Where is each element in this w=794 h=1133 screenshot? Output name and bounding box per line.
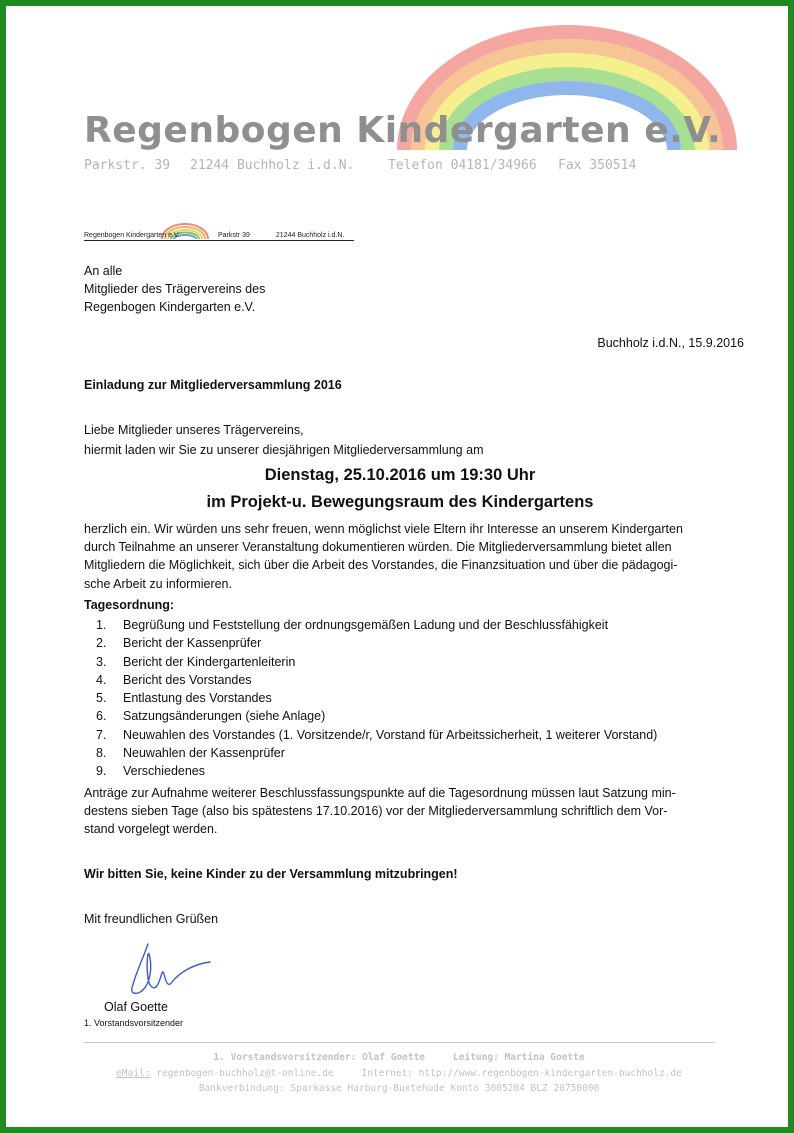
footer-chair: 1. Vorstandsvorsitzender: Olaf Goette xyxy=(213,1052,426,1063)
body-line: Mitgliedern die Möglichkeit, sich über die Arbeit des Vorstandes, die Finanzsituation und über die pädagogi- xyxy=(84,558,678,573)
agenda-list xyxy=(96,616,746,781)
agenda-item-text: Bericht der Kindergartenleiterin xyxy=(123,654,296,669)
agenda-item-number: 5. xyxy=(96,691,107,706)
letterhead-fax: Fax 350514 xyxy=(558,158,637,173)
recipient-line-2: Mitglieder des Trägervereins des xyxy=(84,282,266,296)
event-datetime: Dienstag, 25.10.2016 um 19:30 Uhr xyxy=(264,466,536,484)
footer-bank: Bankverbindung: Sparkasse Harburg-Buxtehude Konto 3005204 BLZ 20750000 xyxy=(198,1083,600,1094)
agenda-item xyxy=(96,726,746,744)
agenda-title: Tagesordnung: xyxy=(84,598,175,612)
footer-internet[interactable]: Internet: http://www.regenbogen-kindergarten-buchholz.de xyxy=(361,1068,682,1079)
recipient-line-3: Regenbogen Kindergarten e.V. xyxy=(84,300,256,314)
agenda-item-number: 1. xyxy=(96,618,107,632)
recipient-line-1: An alle xyxy=(84,264,123,278)
letter-subject: Einladung zur Mitgliederversammlung 2016 xyxy=(84,378,342,392)
organization-name: Regenbogen Kindergarten e.V. xyxy=(84,110,722,151)
footer-email-label: eMail: xyxy=(116,1068,151,1079)
motion-line: destens sieben Tage (also bis spätestens 17.10.2016) vor der Mitgliederversammlung schriftlich dem Vor- xyxy=(84,804,668,819)
agenda-item-text: Begrüßung und Feststellung der ordnungsgemäßen Ladung und der Beschlussfähigkeit xyxy=(123,618,609,632)
agenda-item xyxy=(96,616,746,634)
motions-paragraph xyxy=(84,784,748,839)
agenda-item-number: 8. xyxy=(96,746,107,761)
intro-line: hiermit laden wir Sie zu unserer diesjährigen Mitgliederversammlung am xyxy=(84,443,484,457)
sender-return-line xyxy=(84,232,354,241)
agenda-item-text: Neuwahlen des Vorstandes (1. Vorsitzende/r, Vorstand für Arbeitssicherheit, 1 weiterer Vorstand) xyxy=(123,727,658,742)
agenda-item-text: Satzungsänderungen (siehe Anlage) xyxy=(123,709,326,724)
agenda-item-text: Verschiedenes xyxy=(123,764,206,779)
agenda-item xyxy=(96,653,746,671)
agenda-item xyxy=(96,634,746,652)
sender-city: 21244 Buchholz i.d.N. xyxy=(275,232,345,239)
footer-names xyxy=(84,1052,714,1063)
letterhead-street: Parkstr. 39 xyxy=(84,158,171,173)
footer-divider xyxy=(84,1042,714,1043)
closing-greeting: Mit freundlichen Grüßen xyxy=(84,912,219,926)
no-children-notice: Wir bitten Sie, keine Kinder zu der Versammlung mitzubringen! xyxy=(84,867,458,881)
body-line: sche Arbeit zu informieren. xyxy=(84,576,232,591)
letterhead-city: 21244 Buchholz i.d.N. xyxy=(190,158,355,173)
footer-contact xyxy=(84,1068,714,1079)
event-location: im Projekt-u. Bewegungsraum des Kindergartens xyxy=(206,493,594,511)
handwritten-signature xyxy=(118,938,214,1000)
agenda-item-number: 3. xyxy=(96,654,107,669)
agenda-item-text: Bericht des Vorstandes xyxy=(123,672,252,687)
sender-street: Parkstr 39 xyxy=(217,232,250,239)
agenda-item-number: 9. xyxy=(96,764,107,779)
agenda-item xyxy=(96,744,746,762)
agenda-item-number: 4. xyxy=(96,672,107,687)
footer-email[interactable]: regenbogen-buchholz@t-online.de xyxy=(156,1068,334,1079)
agenda-item xyxy=(96,762,746,780)
letterhead-phone: Telefon 04181/34966 xyxy=(388,158,537,173)
salutation: Liebe Mitglieder unseres Trägervereins, xyxy=(84,423,304,437)
body-line: herzlich ein. Wir würden uns sehr freuen, wenn möglichst viele Eltern ihr Interesse an unserem Kindergarten xyxy=(84,522,683,536)
signer-role: 1. Vorstandsvorsitzender xyxy=(84,1018,184,1028)
signer-name: Olaf Goette xyxy=(104,1000,168,1014)
agenda-item-number: 7. xyxy=(96,727,107,742)
place-date: Buchholz i.d.N., 15.9.2016 xyxy=(597,336,744,350)
agenda-item xyxy=(96,707,746,725)
agenda-item xyxy=(96,671,746,689)
agenda-item-number: 6. xyxy=(96,709,107,724)
sender-org: Regenbogen Kindergarten e.V. xyxy=(84,232,180,239)
footer-lead: Leitung: Martina Goette xyxy=(453,1052,585,1063)
motion-line: Anträge zur Aufnahme weiterer Beschlussfassungspunkte auf die Tagesordnung müssen laut Satzung min- xyxy=(84,786,676,800)
agenda-item xyxy=(96,689,746,707)
body-line: durch Teilnahme an unserer Veranstaltung dokumentieren würden. Die Mitgliederversammlung bietet allen xyxy=(84,540,672,555)
agenda-item-number: 2. xyxy=(96,636,107,651)
agenda-item-text: Entlastung des Vorstandes xyxy=(123,691,272,706)
body-paragraph xyxy=(84,520,748,593)
agenda-item-text: Neuwahlen der Kassenprüfer xyxy=(123,746,285,761)
motion-line: stand vorgelegt werden. xyxy=(84,822,218,837)
agenda-item-text: Bericht der Kassenprüfer xyxy=(123,636,262,651)
